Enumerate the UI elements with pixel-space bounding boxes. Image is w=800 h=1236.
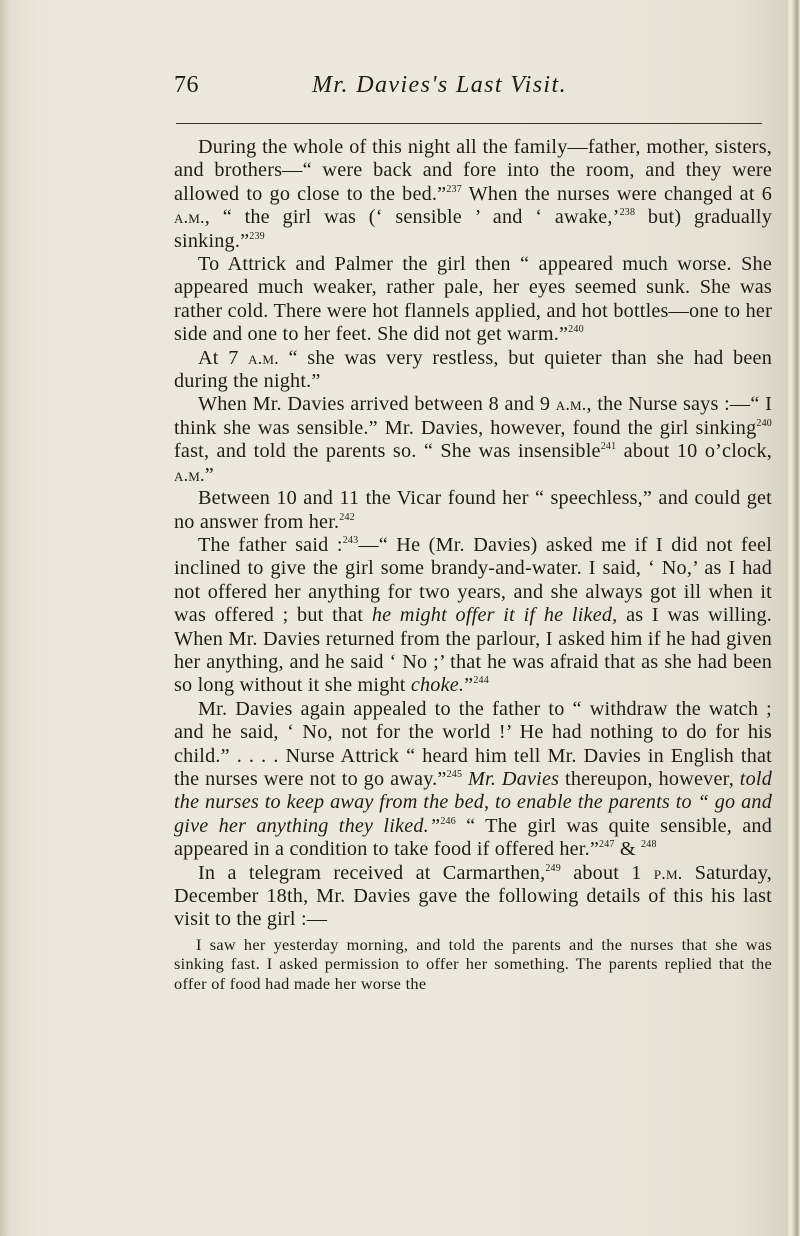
paragraph-vicar: Between 10 and 11 the Vicar found her “ speechless,” and could get no answer from her.$^{242}$ [174, 487, 772, 533]
body-text [174, 136, 772, 994]
footnote-ref: 241 [600, 441, 617, 453]
footnote-ref: 245 [446, 768, 463, 780]
page-header [174, 72, 786, 112]
paragraph-attrick-palmer: To Attrick and Palmer the girl then “ appeared much worse. She appeared much weaker, rather pale, her eyes seemed sunk. She was rather cold. There were hot flannels applied, and hot bottles—one to her side and one to her feet. She did not get warm.”$^{240}$ [174, 253, 772, 346]
footnote-ref: 238 [619, 207, 636, 219]
paragraph-night: During the whole of this night all the family—father, mother, sisters, and brothers—“ were back and fore into the room, and they were allowed to go close to the bed.”$^{237}$ When the nurses were changed at 6 a.m., “ the girl was (‘ sensible ’ and ‘ awake,’$^{238}$ but) gradually sinking.”$^{239}$ [174, 136, 772, 252]
footnote-ref: 242 [339, 511, 355, 523]
footnote-ref: 244 [473, 675, 489, 687]
footnote-ref: 240 [568, 324, 584, 336]
paragraph-father-said: The father said :$^{243}$—“ He (Mr. Davies) asked me if I did not feel inclined to give the girl some brandy-and-water. I said, ‘ No,’ as I had not offered her anything for two years, and she always got ill when it was offered ; but that he might offer it if he liked, as I was willing. When Mr. Davies returned from the parlour, I asked him if he had given her anything, and he said ‘ No ;’ that he was afraid that as she had been so long without it she might choke.”$^{244}$ [174, 533, 772, 697]
footnote-ref: 247 [599, 839, 615, 851]
page-edge [786, 0, 800, 1236]
footnote-ref: 249 [545, 862, 561, 874]
paragraph-telegram: In a telegram received at Carmarthen,$^{249}$ about 1 p.m. Saturday, December 18th, Mr. Davies gave the following details of this his last visit to the girl :— [174, 861, 772, 931]
footnote-ref: 239 [249, 230, 265, 242]
page-number: 76 [174, 72, 199, 98]
quote-text: I saw her yesterday morning, and told the parents and the nurses that she was sinking fast. I asked permission to offer her something. The parents replied that the offer of food had made her worse the [174, 934, 772, 993]
spine-shadow [0, 0, 10, 1236]
footnote-ref: 248 [641, 839, 657, 851]
footnote-ref: 237 [446, 183, 462, 195]
telegram-quote [174, 935, 772, 994]
running-title: Mr. Davies's Last Visit. [312, 72, 567, 98]
footnote-ref: 240 [756, 417, 772, 429]
paragraph-davies-arrived: When Mr. Davies arrived between 8 and 9 a.m., the Nurse says :—“ I think she was sensible.” Mr. Davies, however, found the girl sinking$^{240}$ fast, and told the parents so. “ She was insensible$^{241}$ about 10 o’clock, a.m.” [174, 393, 773, 486]
paragraph-seven-am: At 7 a.m. “ she was very restless, but quieter than she had been during the night.” [174, 346, 772, 393]
footnote-ref: 246 [440, 815, 456, 827]
header-rule [176, 123, 762, 124]
footnote-ref: 243 [342, 534, 359, 546]
paragraph-withdraw-watch: Mr. Davies again appealed to the father to “ withdraw the watch ; and he said, ‘ No, not for the world !’ He had nothing to do for his child.” . . . . Nurse Attrick “ heard him tell Mr. Davies in English that the nurses were not to go away.”$^{245}$ Mr. Davies thereupon, however, told the nurses to keep away from the bed, to enable the parents to “ go and give her anything they liked.”$^{246}$ “ The girl was quite sensible, and appeared in a condition to take food if offered her.”$^{247}$ & $^{248}$ [174, 697, 773, 861]
